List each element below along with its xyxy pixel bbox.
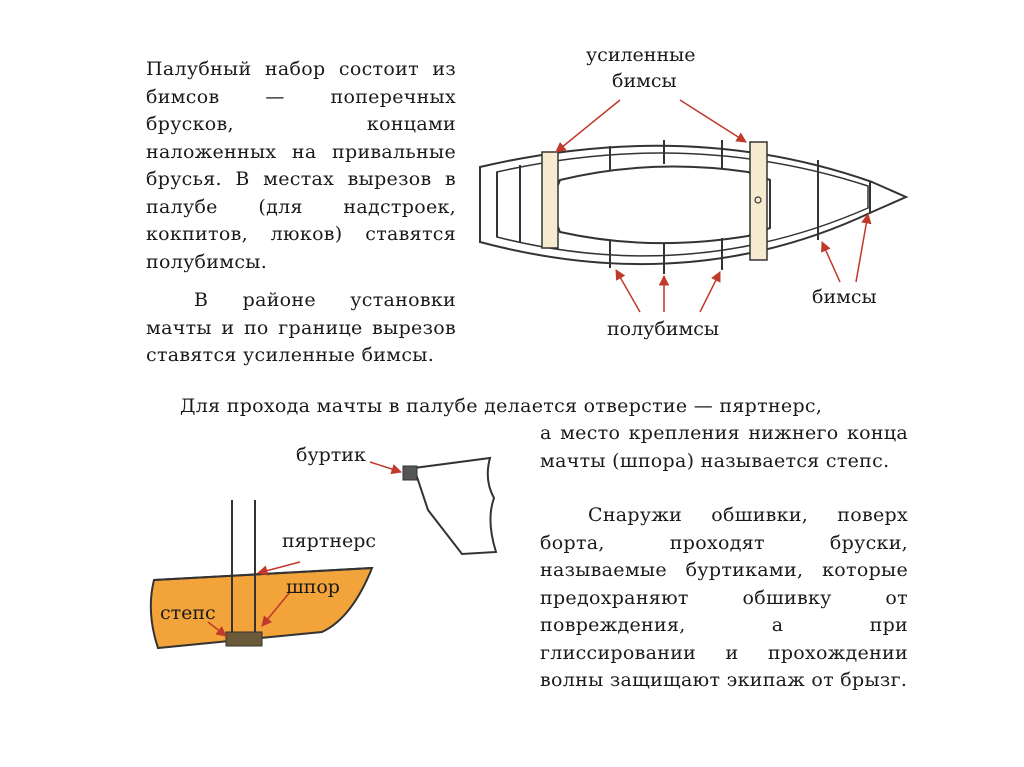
rubbing-strip [403, 466, 417, 480]
paragraph-rubbing-strips-text: Снаружи обшивки, поверх борта, проходят бруски, называемые буртиками, которые предохраняют обшивку от повреждения, а при глиссировании и прохождении волны защищают экипаж от брызг. [540, 504, 908, 691]
label-partners: пяртнерс [282, 530, 377, 552]
arrow [822, 242, 840, 282]
arrow [856, 214, 868, 282]
arrow [616, 270, 640, 312]
paragraph-deck-frame-text: Палубный набор состоит из бимсов — поперечных брусков, концами наложенных на привальные брусья. В местах вырезов в палубе (для надстроек, кокпитов, люков) ставятся полубимсы. [146, 58, 456, 273]
label-beams: бимсы [812, 286, 877, 308]
arrow [556, 100, 620, 152]
label-step: степс [160, 602, 216, 624]
label-half-beams: полубимсы [607, 318, 719, 340]
label-rubbing-strip: буртик [296, 444, 366, 466]
reinforced-beam [750, 142, 767, 260]
label-heel: шпор [286, 576, 340, 598]
paragraph-partners-text: Для прохода мачты в палубе делается отверстие — пяртнерс, [180, 395, 823, 417]
paragraph-reinforced-beams-text: В районе установки мачты и по границе вырезов ставятся усиленные бимсы. [146, 289, 456, 366]
label-reinforced-beams-2: бимсы [612, 70, 677, 92]
arrow [700, 272, 720, 312]
label-reinforced-beams-1: усиленные [586, 44, 696, 66]
arrow [370, 462, 401, 472]
reinforced-beam [542, 152, 558, 248]
deck-cutout [554, 167, 770, 244]
arrow [680, 100, 746, 142]
paragraph-step-text: а место крепления нижнего конца мачты (шпора) называется степс. [540, 422, 908, 472]
rubbing-strip-section [414, 458, 496, 554]
mast-step [226, 632, 262, 646]
